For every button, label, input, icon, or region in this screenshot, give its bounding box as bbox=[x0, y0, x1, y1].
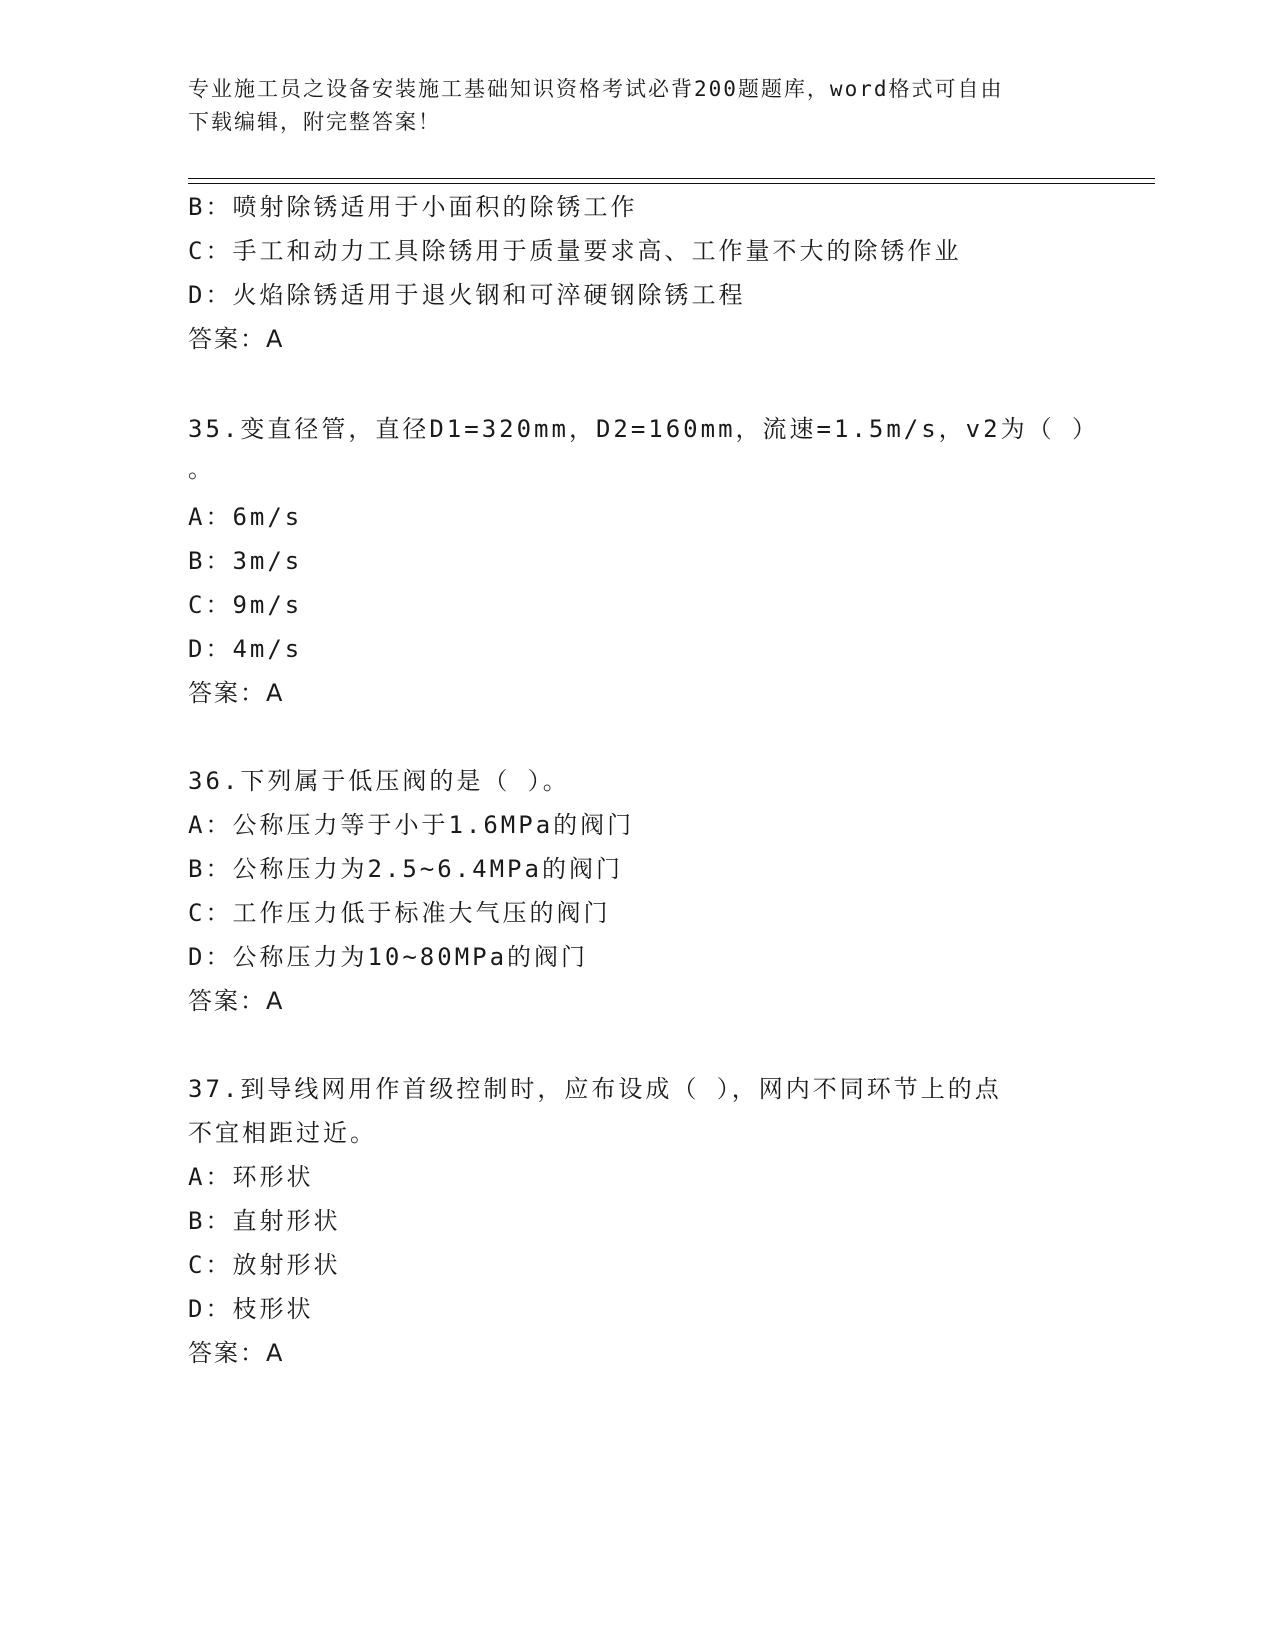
q35-option-b: B：3m/s bbox=[188, 547, 303, 575]
q34-option-c: C：手工和动力工具除锈用于质量要求高、工作量不大的除锈作业 bbox=[188, 237, 962, 265]
q36-option-b: B：公称压力为2.5~6.4MPa的阀门 bbox=[188, 855, 623, 883]
q36-option-a: A：公称压力等于小于1.6MPa的阀门 bbox=[188, 811, 635, 839]
document-header bbox=[188, 73, 1088, 139]
q37-stem-line-1: 37.到导线网用作首级控制时，应布设成（ ），网内不同环节上的点 bbox=[188, 1075, 1002, 1103]
q37-stem-line-2: 不宜相距过近。 bbox=[188, 1119, 377, 1147]
q35-option-a: A：6m/s bbox=[188, 503, 303, 531]
q35-stem-line-1: 35.变直径管，直径D1=320mm，D2=160mm，流速=1.5m/s，v2为（ ） bbox=[188, 415, 1100, 443]
header-divider-bottom bbox=[188, 183, 1155, 184]
q36-stem-line-1: 36.下列属于低压阀的是（ ）。 bbox=[188, 767, 570, 795]
q37-option-d: D：枝形状 bbox=[188, 1295, 314, 1323]
q37-option-c: C：放射形状 bbox=[188, 1251, 341, 1279]
q36-answer: 答案：A bbox=[188, 987, 285, 1015]
header-line-1: 专业施工员之设备安装施工基础知识资格考试必背200题题库，word格式可自由 bbox=[188, 77, 1004, 101]
q36-option-d: D：公称压力为10~80MPa的阀门 bbox=[188, 943, 589, 971]
q35-option-d: D：4m/s bbox=[188, 635, 303, 663]
header-divider-top bbox=[188, 178, 1155, 179]
q34-answer: 答案：A bbox=[188, 325, 285, 353]
q35-answer: 答案：A bbox=[188, 679, 285, 707]
q37-option-a: A：环形状 bbox=[188, 1163, 314, 1191]
q34-option-b: B：喷射除锈适用于小面积的除锈工作 bbox=[188, 193, 638, 221]
q36-option-c: C：工作压力低于标准大气压的阀门 bbox=[188, 899, 611, 927]
q37-option-b: B：直射形状 bbox=[188, 1207, 341, 1235]
q34-option-d: D：火焰除锈适用于退火钢和可淬硬钢除锈工程 bbox=[188, 281, 746, 309]
q37-answer: 答案：A bbox=[188, 1339, 285, 1367]
header-line-2: 下载编辑，附完整答案！ bbox=[188, 110, 441, 134]
q35-option-c: C：9m/s bbox=[188, 591, 303, 619]
q35-stem-line-2: 。 bbox=[188, 455, 215, 483]
